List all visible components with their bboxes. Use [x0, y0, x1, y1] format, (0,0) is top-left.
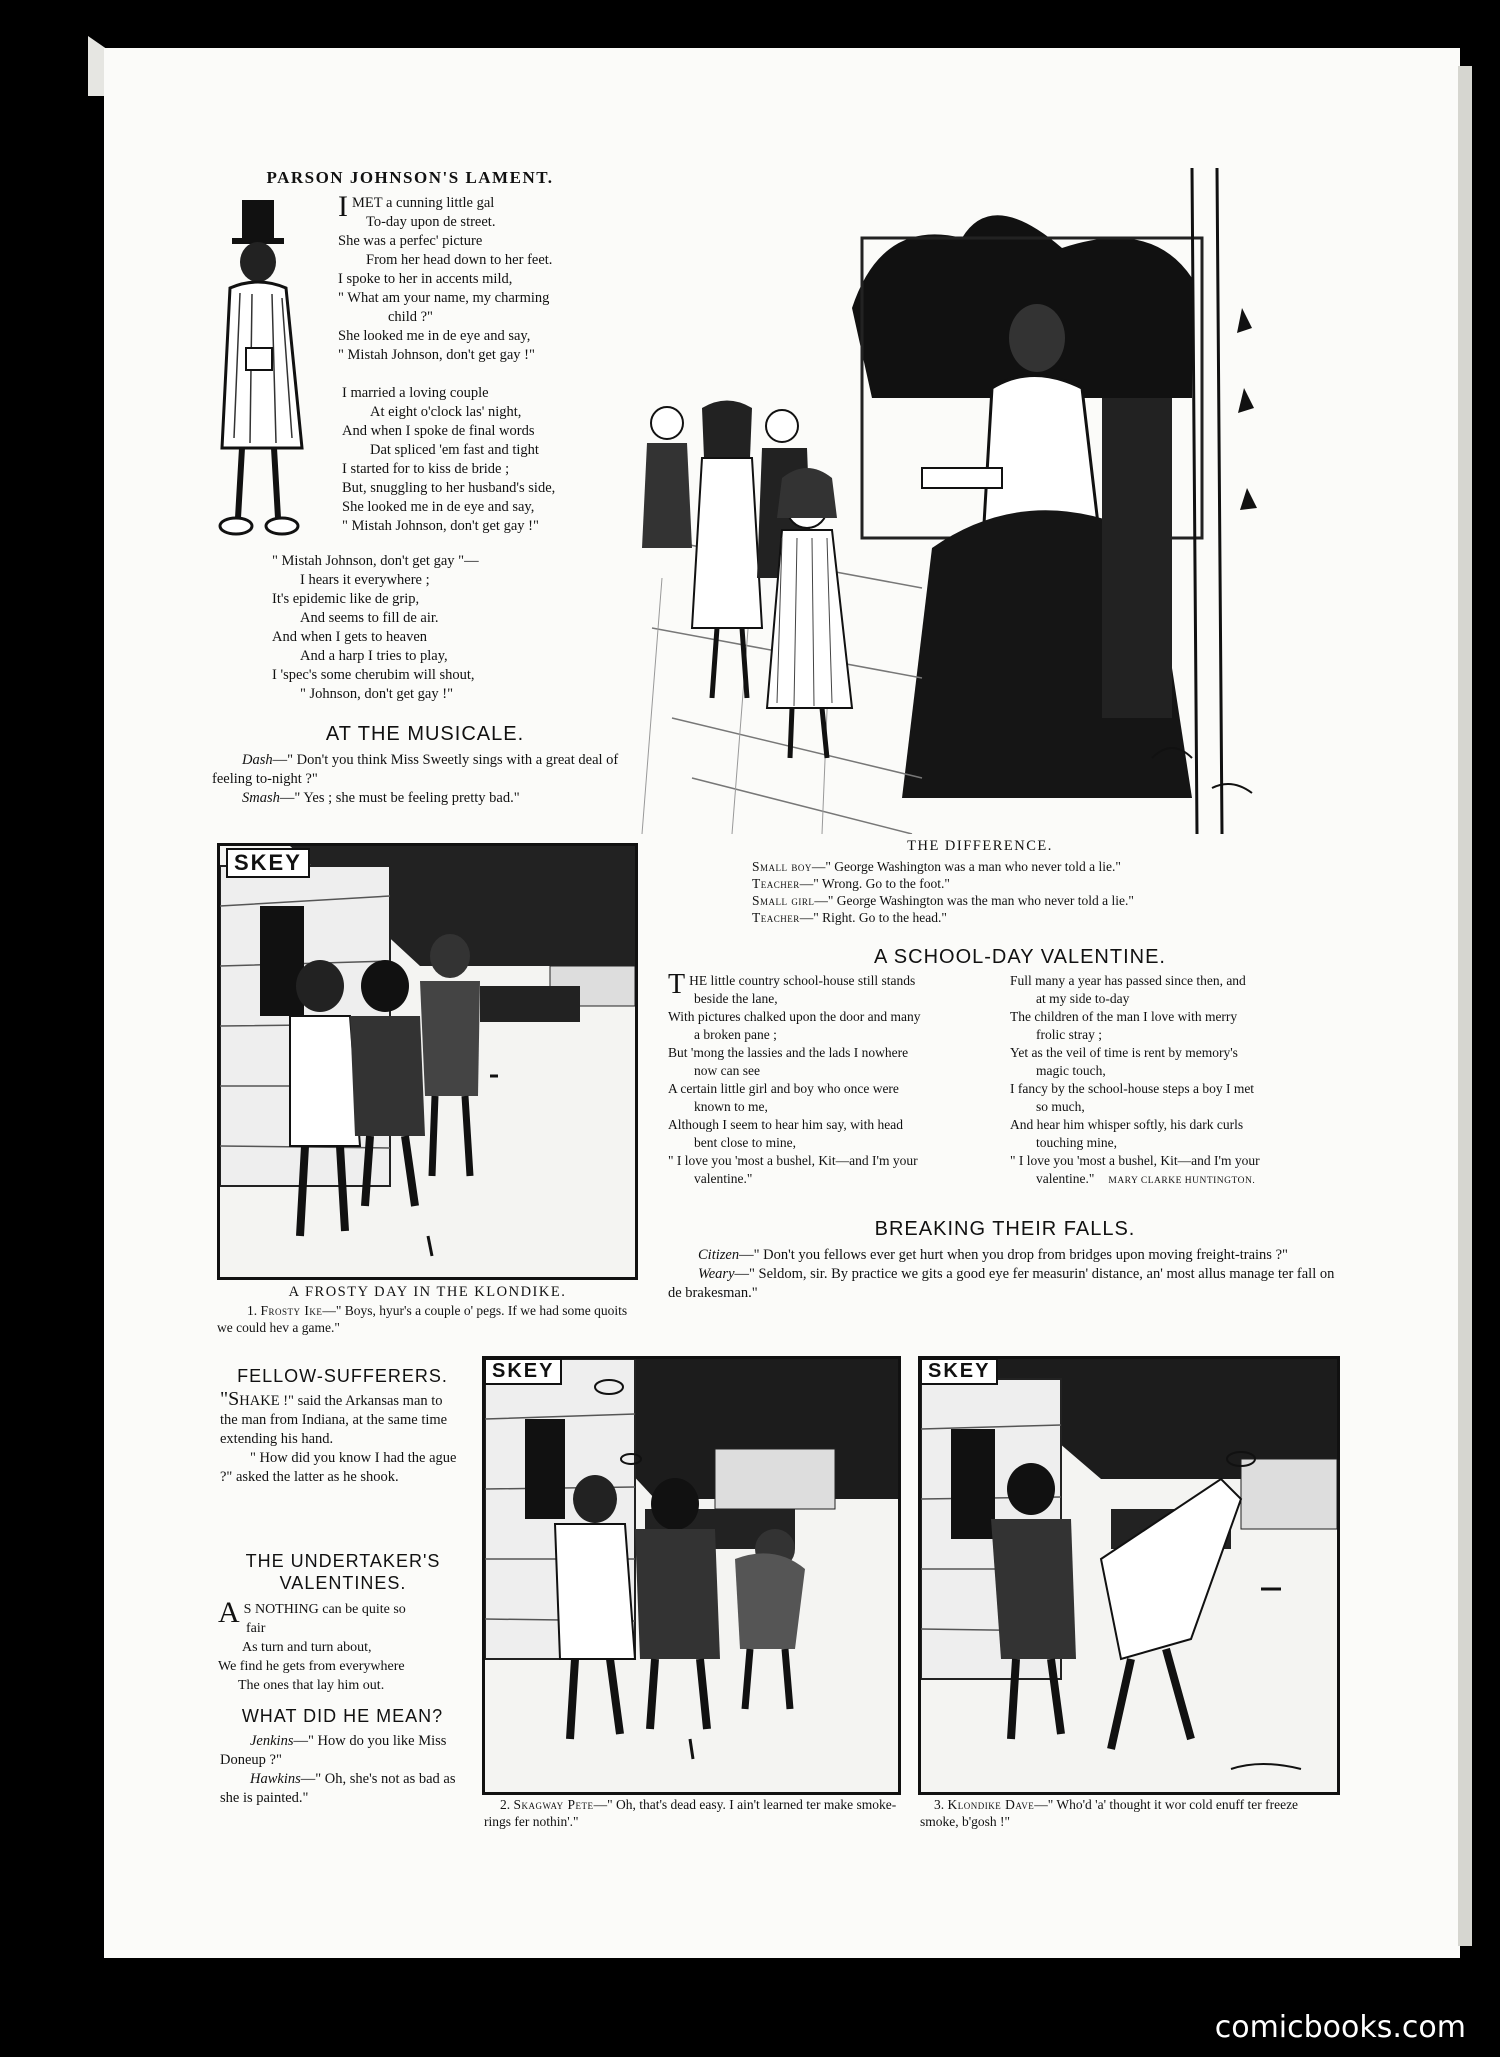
dialogue-line — [752, 858, 1312, 875]
dialogue-line: —" Oh, she's not as bad as she is painted." — [220, 1771, 456, 1806]
verse-line: Yet as the veil of time is rent by memory's — [1010, 1045, 1238, 1060]
verse-line: She was a perfec' picture — [338, 233, 483, 249]
dialogue-line — [752, 892, 1312, 909]
store-sign — [920, 1358, 998, 1385]
store-sign: SKEY — [226, 848, 310, 878]
parson-stanza-1 — [338, 190, 638, 365]
verse-line: From her head down to her feet. — [366, 252, 553, 268]
verse-line: Dat spliced 'em fast and tight — [370, 442, 539, 458]
verse-line: a broken pane ; — [694, 1027, 777, 1042]
verse-line: And a harp I tries to play, — [300, 648, 448, 664]
speaker-name: Jenkins — [250, 1733, 294, 1749]
klondike-caption-1 — [217, 1302, 637, 1336]
parson-title: PARSON JOHNSON'S LAMENT. — [266, 168, 554, 187]
verse-line: Although I seem to hear him say, with head — [668, 1117, 903, 1132]
verse-line: I 'spec's some cherubim will shout, — [272, 667, 475, 683]
parson-dropcap: I — [338, 190, 348, 223]
speaker-name: Citizen — [698, 1247, 740, 1263]
meaning-dialogue — [220, 1732, 460, 1808]
dialogue-line: —" How do you like Miss Doneup ?" — [220, 1733, 447, 1768]
dialogue-line: —" Don't you fellows ever get hurt when you drop from bridges upon moving freight-trains ?" — [739, 1247, 1288, 1263]
dialogue-text: —" Wrong. Go to the foot." — [799, 876, 950, 891]
verse-line: A certain little girl and boy who once were — [668, 1081, 899, 1096]
valentine-dropcap: T — [668, 969, 686, 1000]
caption-text: —" Boys, hyur's a couple o' pegs. If we had some quoits we could hev a game." — [217, 1303, 628, 1335]
dialogue-line: —" Yes ; she must be feeling pretty bad." — [279, 790, 520, 806]
verse-line: bent close to mine, — [694, 1135, 796, 1150]
fellow-dropcap: "S — [220, 1388, 240, 1410]
dialogue-text: —" George Washington was a man who never told a lie." — [811, 859, 1121, 874]
speaker-name: Hawkins — [250, 1771, 301, 1787]
parson-illustration — [212, 198, 332, 550]
falls-dialogue — [668, 1246, 1336, 1303]
verse-line: " I love you 'most a bushel, Kit—and I'm your — [668, 1153, 918, 1168]
verse-line: valentine." — [694, 1171, 753, 1186]
speaker-name: Skagway Pete — [513, 1797, 594, 1812]
verse-line: S NOTHING can be quite so — [243, 1602, 406, 1617]
verse-line: I hears it everywhere ; — [300, 572, 430, 588]
verse-line: But, snuggling to her husband's side, — [342, 480, 556, 496]
verse-line: It's epidemic like de grip, — [272, 591, 420, 607]
store-sign-text: SKEY — [492, 1360, 555, 1382]
speaker-name: Teacher — [752, 910, 800, 925]
verse-line: " Mistah Johnson, don't get gay "— — [272, 553, 479, 569]
verse-line: As turn and turn about, — [242, 1640, 372, 1655]
verse-line: " Johnson, don't get gay !" — [300, 686, 453, 702]
verse-line: " Mistah Johnson, don't get gay !" — [342, 518, 539, 534]
verse-line: now can see — [694, 1063, 760, 1078]
verse-line: fair — [246, 1621, 266, 1636]
valentine-poem — [668, 969, 1340, 1190]
verse-line: beside the lane, — [694, 991, 778, 1006]
fellow-title: FELLOW-SUFFERERS. — [237, 1366, 448, 1386]
verse-line: And seems to fill de air. — [300, 610, 439, 626]
caption-number: 1. — [247, 1303, 258, 1318]
musicale-title: AT THE MUSICALE. — [325, 723, 525, 745]
klondike-panel-2 — [482, 1356, 901, 1795]
speaker-name: Dash — [242, 752, 273, 768]
verse-line: " I love you 'most a bushel, Kit—and I'm your — [1010, 1153, 1260, 1168]
speaker-name: Frosty Ike — [260, 1303, 323, 1318]
verse-line: And when I spoke de final words — [342, 423, 535, 439]
speaker-name: Smash — [242, 790, 280, 806]
verse-line: I spoke to her in accents mild, — [338, 271, 513, 287]
verse-text: valentine." — [1036, 1171, 1095, 1186]
fellow-line: HAKE !" said the Arkansas man to the man from Indiana, at the same time extending his hand. — [220, 1393, 448, 1447]
musicale-dialogue — [212, 751, 626, 808]
verse-line: touching mine, — [1036, 1135, 1117, 1150]
verse-line: But 'mong the lassies and the lads I nowhere — [668, 1045, 909, 1060]
caption-text: —" Who'd 'a' thought it wor cold enuff ter freeze smoke, b'gosh !" — [920, 1797, 1299, 1829]
verse-line: child ?" — [388, 309, 433, 325]
dialogue-line: —" Seldom, sir. By practice we gits a good eye fer measurin' distance, an' most allus manage ter fall on de brakesman." — [668, 1266, 1335, 1301]
meaning-title: WHAT DID HE MEAN? — [241, 1706, 444, 1726]
speaker-name: Small girl — [752, 893, 815, 908]
verse-line — [1010, 1170, 1330, 1190]
verse-line: so much, — [1036, 1099, 1085, 1114]
store-sign-text: SKEY — [928, 1360, 991, 1382]
caption-number: 3. — [934, 1797, 945, 1812]
verse-line: The ones that lay him out. — [238, 1678, 385, 1693]
difference-dialogue — [752, 858, 1312, 926]
dialogue-line — [752, 875, 1312, 892]
verse-line: To-day upon de street. — [366, 214, 496, 230]
dialogue-text: —" Right. Go to the head." — [799, 910, 947, 925]
verse-line: frolic stray ; — [1036, 1027, 1102, 1042]
caption-text: —" Oh, that's dead easy. I ain't learned ter make smoke-rings fer nothin'." — [484, 1797, 897, 1829]
verse-line: MET a cunning little gal — [352, 195, 495, 211]
parson-stanza-2 — [342, 384, 662, 536]
verse-line: " What am your name, my charming — [338, 290, 550, 306]
verse-line: And hear him whisper softly, his dark curls — [1010, 1117, 1244, 1132]
falls-title: BREAKING THEIR FALLS. — [874, 1218, 1136, 1240]
fellow-text — [220, 1390, 460, 1487]
speaker-name: Weary — [698, 1266, 735, 1282]
verse-line: magic touch, — [1036, 1063, 1106, 1078]
verse-line: Full many a year has passed since then, and — [1010, 973, 1246, 988]
speaker-name: Teacher — [752, 876, 800, 891]
verse-line: She looked me in de eye and say, — [338, 328, 531, 344]
difference-title: THE DIFFERENCE. — [907, 838, 1053, 854]
fellow-line: " How did you know I had the ague ?" asked the latter as he shook. — [220, 1450, 457, 1485]
undertaker-dropcap: A — [218, 1596, 240, 1629]
verse-line: The children of the man I love with merry — [1010, 1009, 1238, 1024]
caption-number: 2. — [500, 1797, 511, 1812]
verse-line: known to me, — [694, 1099, 768, 1114]
verse-line: We find he gets from everywhere — [218, 1659, 405, 1674]
parson-stanza-3 — [272, 552, 572, 704]
author-credit: MARY CLARKE HUNTINGTON. — [1108, 1176, 1256, 1186]
site-watermark: comicbooks.com — [1214, 2010, 1466, 2045]
verse-line: I started for to kiss de bride ; — [342, 461, 510, 477]
klondike-caption-3 — [920, 1796, 1340, 1830]
verse-line: " Mistah Johnson, don't get gay !" — [338, 347, 535, 363]
verse-line: With pictures chalked upon the door and many — [668, 1009, 921, 1024]
verse-line: at my side to-day — [1036, 991, 1130, 1006]
classroom-illustration — [632, 158, 1322, 834]
valentine-title: A SCHOOL-DAY VALENTINE. — [874, 946, 1166, 968]
dialogue-text: —" George Washington was the man who never told a lie." — [814, 893, 1134, 908]
valentine-column-right — [1010, 972, 1330, 1190]
klondike-caption-2 — [484, 1796, 904, 1830]
valentine-column-left — [668, 969, 988, 1190]
verse-line: She looked me in de eye and say, — [342, 499, 535, 515]
dialogue-line — [752, 909, 1312, 926]
dialogue-line: —" Don't you think Miss Sweetly sings with a great deal of feeling to-night ?" — [212, 752, 619, 787]
binding-spine — [1458, 66, 1472, 1946]
speaker-name: Small boy — [752, 859, 812, 874]
klondike-title: A FROSTY DAY IN THE KLONDIKE. — [288, 1284, 567, 1300]
klondike-panel-3 — [918, 1356, 1340, 1795]
undertaker-verse — [218, 1596, 478, 1695]
undertaker-title: THE UNDERTAKER'S VALENTINES. — [245, 1551, 441, 1593]
verse-line: And when I gets to heaven — [272, 629, 428, 645]
speaker-name: Klondike Dave — [947, 1797, 1035, 1812]
verse-line: At eight o'clock las' night, — [370, 404, 522, 420]
store-sign — [484, 1358, 562, 1385]
klondike-panel-1 — [217, 843, 638, 1280]
verse-line: HE little country school-house still stands — [689, 973, 916, 988]
verse-line: I married a loving couple — [342, 385, 489, 401]
verse-line: I fancy by the school-house steps a boy I met — [1010, 1081, 1255, 1096]
